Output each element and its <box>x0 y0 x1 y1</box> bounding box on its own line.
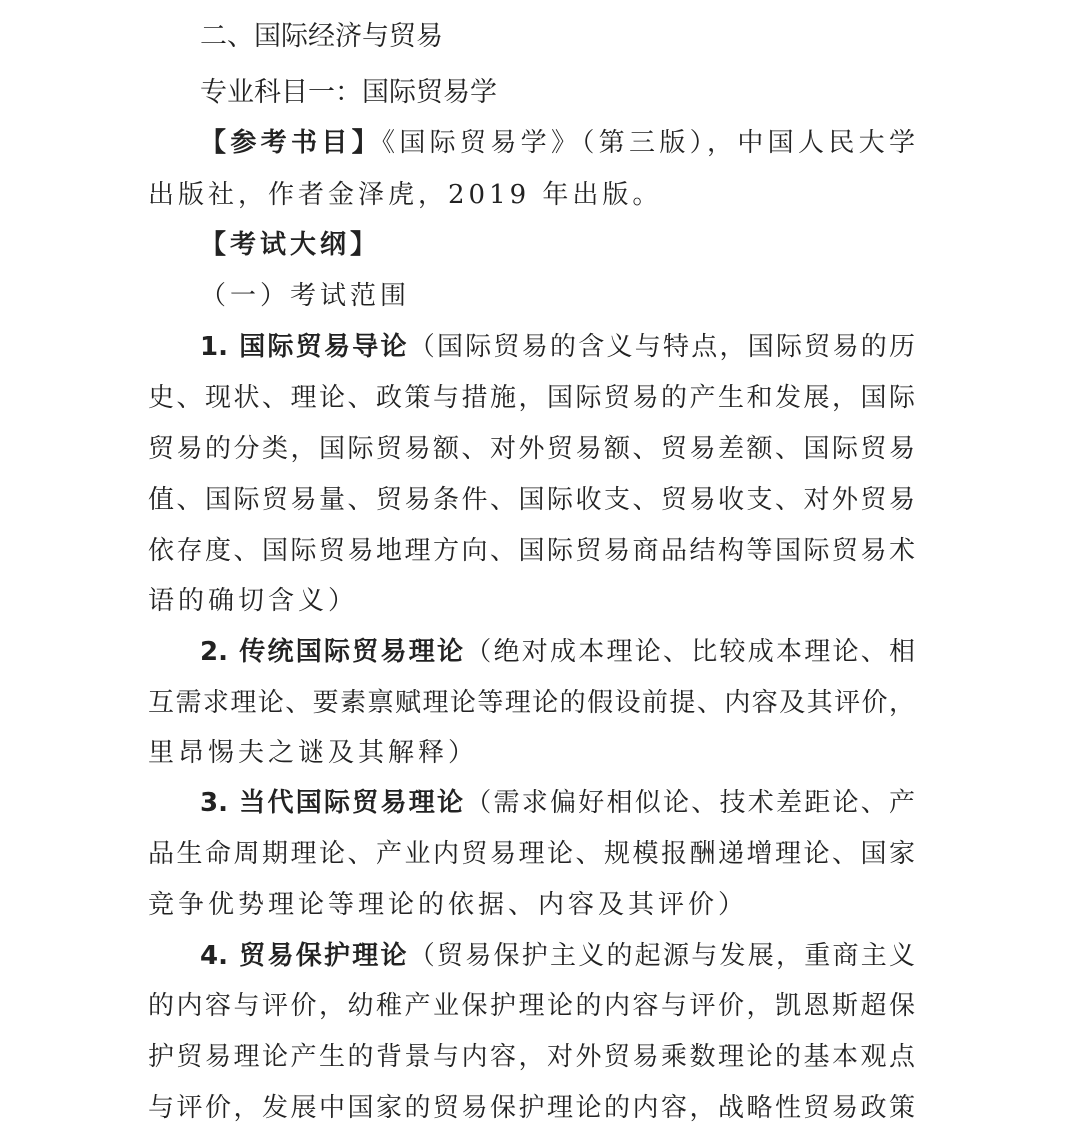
text-line <box>148 381 915 415</box>
text-line <box>148 178 915 212</box>
line-text: 贸易的分类，国际贸易额、对外贸易额、贸易差额、国际贸易 <box>148 434 915 464</box>
line-text: （绝对成本理论、比较成本理论、相 <box>465 637 915 667</box>
line-text: 二、国际经济与贸易 <box>200 21 443 52</box>
text-line <box>148 837 915 871</box>
line-text: 的内容与评价，幼稚产业保护理论的内容与评价，凯恩斯超保 <box>148 991 915 1021</box>
text-line <box>148 1091 915 1125</box>
text-line <box>200 786 915 820</box>
text-line <box>200 279 915 313</box>
line-text: 语的确切含义） <box>148 586 359 616</box>
line-text: 里昂惕夫之谜及其解释） <box>148 738 479 768</box>
text-line <box>148 534 915 568</box>
line-text: 与评价，发展中国家的贸易保护理论的内容，战略性贸易政策 <box>148 1093 915 1123</box>
line-text: 《国际贸易学》（第三版），中国人民大学 <box>382 128 915 158</box>
line-text: 史、现状、理论、政策与措施，国际贸易的产生和发展，国际 <box>148 383 915 413</box>
text-line <box>148 989 915 1023</box>
bold-label: 【参考书目】 <box>200 128 382 158</box>
bold-label: 1. 国际贸易导论 <box>200 332 409 362</box>
bold-label: 4. 贸易保护理论 <box>200 941 409 971</box>
section-heading <box>200 20 915 54</box>
text-line <box>148 1040 915 1074</box>
text-line <box>200 228 915 262</box>
line-text: 依存度、国际贸易地理方向、国际贸易商品结构等国际贸易术 <box>148 536 915 566</box>
line-text: 护贸易理论产生的背景与内容，对外贸易乘数理论的基本观点 <box>148 1042 915 1072</box>
line-text: （一）考试范围 <box>200 281 411 311</box>
text-line <box>148 584 915 618</box>
text-line <box>200 126 915 160</box>
bold-label: 2. 传统国际贸易理论 <box>200 637 466 667</box>
line-text: （贸易保护主义的起源与发展，重商主义 <box>408 941 915 971</box>
text-line <box>148 686 915 720</box>
text-line <box>148 736 915 770</box>
line-text: 品生命周期理论、产业内贸易理论、规模报酬递增理论、国家 <box>148 839 915 869</box>
line-text: 专业科目一：国际贸易学 <box>200 77 497 108</box>
line-text: 互需求理论、要素禀赋理论等理论的假设前提、内容及其评价， <box>148 688 915 718</box>
text-line <box>148 432 915 466</box>
section-heading <box>200 76 915 110</box>
line-text: 出版社，作者金泽虎，2019 年出版。 <box>148 180 663 210</box>
text-line <box>200 330 915 364</box>
line-text: 竞争优势理论等理论的依据、内容及其评价） <box>148 890 749 920</box>
text-line <box>200 939 915 973</box>
text-line <box>148 483 915 517</box>
line-text: （需求偏好相似论、技术差距论、产 <box>465 788 915 818</box>
line-text: （国际贸易的含义与特点，国际贸易的历 <box>408 332 915 362</box>
line-text: 值、国际贸易量、贸易条件、国际收支、贸易收支、对外贸易 <box>148 485 915 515</box>
text-line <box>148 888 915 922</box>
bold-label: 3. 当代国际贸易理论 <box>200 788 466 818</box>
text-line <box>200 635 915 669</box>
bold-label: 【考试大纲】 <box>200 230 381 260</box>
